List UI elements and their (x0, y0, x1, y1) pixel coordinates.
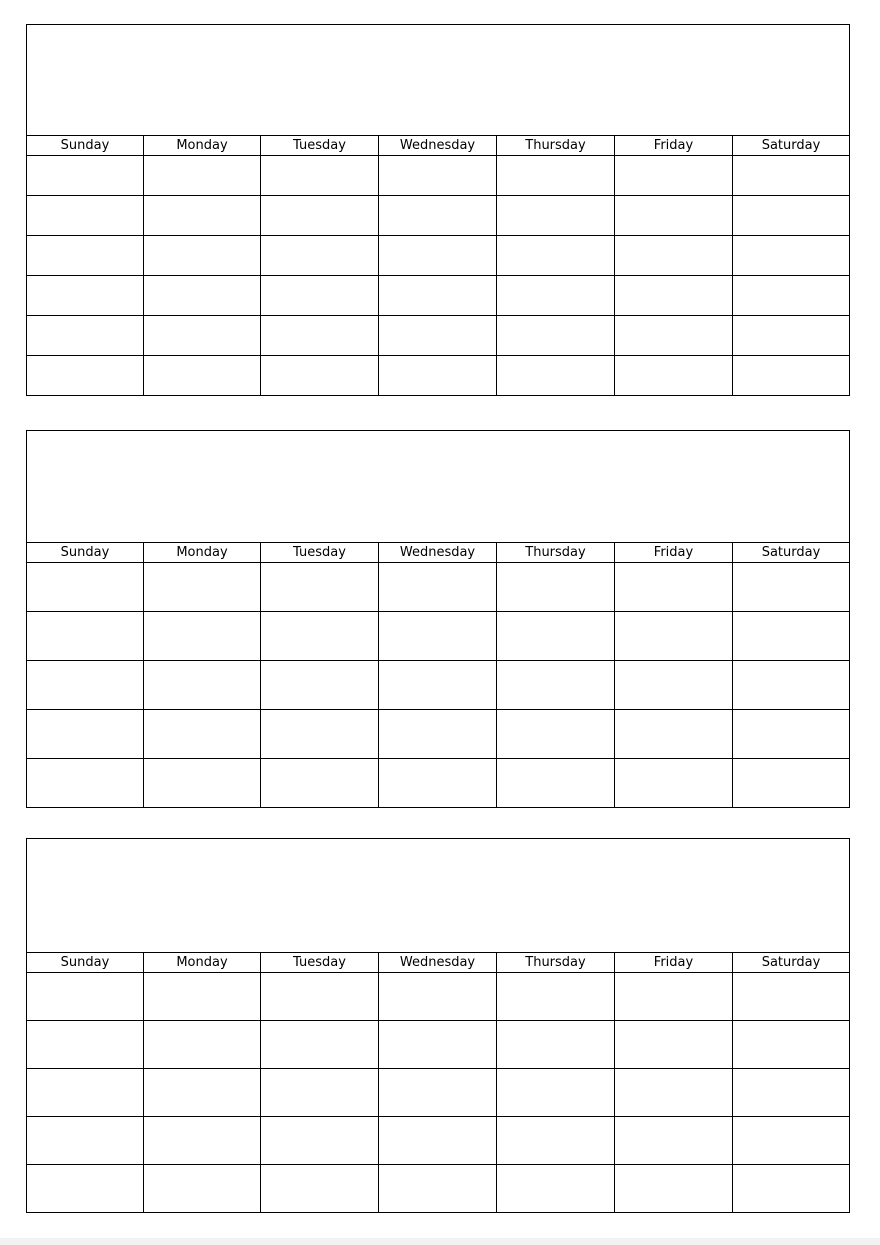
day-cell-friday (615, 661, 733, 709)
day-header-monday: Monday (144, 953, 261, 972)
day-header-tuesday: Tuesday (261, 136, 379, 155)
day-cell-saturday (733, 1021, 849, 1068)
day-cell-thursday (497, 156, 615, 195)
day-cell-thursday (497, 1069, 615, 1116)
day-cell-thursday (497, 612, 615, 660)
day-header-monday: Monday (144, 543, 261, 562)
day-cell-sunday (27, 973, 144, 1020)
day-cell-saturday (733, 759, 849, 807)
day-cell-monday (144, 316, 261, 355)
week-row (27, 356, 849, 395)
day-cell-monday (144, 1069, 261, 1116)
day-cell-monday (144, 612, 261, 660)
day-header-tuesday: Tuesday (261, 543, 379, 562)
week-row (27, 1165, 849, 1212)
day-header-friday: Friday (615, 543, 733, 562)
day-cell-wednesday (379, 236, 497, 275)
day-cell-tuesday (261, 1165, 379, 1212)
day-cell-tuesday (261, 316, 379, 355)
day-cell-wednesday (379, 973, 497, 1020)
day-cell-wednesday (379, 1165, 497, 1212)
day-cell-tuesday (261, 612, 379, 660)
day-cell-sunday (27, 710, 144, 758)
day-cell-monday (144, 276, 261, 315)
week-row (27, 1069, 849, 1117)
day-cell-monday (144, 1165, 261, 1212)
day-cell-sunday (27, 236, 144, 275)
day-header-row (27, 543, 849, 563)
day-header-saturday: Saturday (761, 138, 821, 153)
day-cell-sunday (27, 1117, 144, 1164)
day-cell-thursday (497, 316, 615, 355)
day-cell-wednesday (379, 563, 497, 611)
day-cell-friday (615, 236, 733, 275)
day-cell-thursday (497, 1165, 615, 1212)
day-cell-sunday (27, 356, 144, 395)
day-cell-tuesday (261, 1117, 379, 1164)
day-cell-monday (144, 710, 261, 758)
day-cell-wednesday (379, 661, 497, 709)
day-cell-monday (144, 1021, 261, 1068)
day-cell-thursday (497, 563, 615, 611)
day-cell-tuesday (261, 563, 379, 611)
calendar-1 (26, 24, 850, 396)
day-cell-wednesday (379, 1069, 497, 1116)
day-cell-friday (615, 156, 733, 195)
day-cell-wednesday (379, 710, 497, 758)
day-cell-thursday (497, 973, 615, 1020)
day-header-saturday: Saturday (761, 545, 821, 560)
week-row (27, 156, 849, 196)
day-cell-friday (615, 563, 733, 611)
day-cell-sunday (27, 1021, 144, 1068)
day-cell-friday (615, 1117, 733, 1164)
calendar-title-area (27, 431, 849, 543)
day-cell-tuesday (261, 973, 379, 1020)
day-cell-saturday (733, 973, 849, 1020)
day-header-wednesday: Wednesday (379, 543, 497, 562)
calendar-2 (26, 430, 850, 808)
week-row (27, 276, 849, 316)
day-cell-saturday (733, 612, 849, 660)
day-cell-monday (144, 1117, 261, 1164)
week-rows (27, 156, 849, 395)
week-row (27, 710, 849, 759)
day-cell-friday (615, 710, 733, 758)
day-cell-sunday (27, 1165, 144, 1212)
day-cell-sunday (27, 316, 144, 355)
page-bottom-band (0, 1238, 880, 1245)
week-rows (27, 563, 849, 807)
day-header-monday: Monday (144, 136, 261, 155)
day-cell-saturday (733, 1117, 849, 1164)
day-cell-friday (615, 356, 733, 395)
day-cell-saturday (733, 316, 849, 355)
day-cell-monday (144, 356, 261, 395)
day-cell-saturday (733, 356, 849, 395)
day-cell-thursday (497, 196, 615, 235)
day-header-tuesday: Tuesday (261, 953, 379, 972)
day-cell-thursday (497, 1117, 615, 1164)
day-cell-friday (615, 1069, 733, 1116)
week-rows (27, 973, 849, 1212)
day-cell-tuesday (261, 759, 379, 807)
week-row (27, 1117, 849, 1165)
day-header-sunday: Sunday (27, 136, 144, 155)
day-cell-friday (615, 759, 733, 807)
day-cell-thursday (497, 236, 615, 275)
day-cell-wednesday (379, 316, 497, 355)
day-cell-sunday (27, 196, 144, 235)
day-cell-saturday (733, 156, 849, 195)
day-cell-thursday (497, 661, 615, 709)
day-cell-friday (615, 612, 733, 660)
day-cell-thursday (497, 759, 615, 807)
day-cell-tuesday (261, 1069, 379, 1116)
day-cell-sunday (27, 612, 144, 660)
day-cell-monday (144, 661, 261, 709)
day-cell-saturday (733, 196, 849, 235)
day-cell-monday (144, 563, 261, 611)
day-cell-sunday (27, 276, 144, 315)
day-header-wednesday: Wednesday (379, 953, 497, 972)
calendar-title-area (27, 25, 849, 136)
day-cell-friday (615, 1165, 733, 1212)
week-row (27, 236, 849, 276)
day-cell-saturday (733, 1165, 849, 1212)
day-header-wednesday: Wednesday (379, 136, 497, 155)
day-cell-wednesday (379, 276, 497, 315)
day-cell-saturday (733, 661, 849, 709)
day-cell-sunday (27, 156, 144, 195)
day-cell-tuesday (261, 661, 379, 709)
day-cell-tuesday (261, 1021, 379, 1068)
day-cell-friday (615, 973, 733, 1020)
day-cell-thursday (497, 356, 615, 395)
day-cell-monday (144, 236, 261, 275)
day-cell-friday (615, 196, 733, 235)
day-header-friday: Friday (615, 136, 733, 155)
calendar-title-area (27, 839, 849, 953)
day-cell-wednesday (379, 759, 497, 807)
week-row (27, 196, 849, 236)
day-cell-saturday (733, 1069, 849, 1116)
day-header-row (27, 136, 849, 156)
day-cell-wednesday (379, 612, 497, 660)
day-header-thursday: Thursday (497, 136, 615, 155)
day-cell-wednesday (379, 356, 497, 395)
day-cell-sunday (27, 1069, 144, 1116)
day-cell-sunday (27, 563, 144, 611)
day-cell-monday (144, 759, 261, 807)
week-row (27, 316, 849, 356)
day-cell-wednesday (379, 156, 497, 195)
day-cell-tuesday (261, 276, 379, 315)
day-cell-thursday (497, 1021, 615, 1068)
week-row (27, 612, 849, 661)
day-cell-tuesday (261, 196, 379, 235)
day-cell-tuesday (261, 356, 379, 395)
day-cell-monday (144, 196, 261, 235)
day-cell-monday (144, 156, 261, 195)
day-cell-thursday (497, 710, 615, 758)
day-header-thursday: Thursday (497, 543, 615, 562)
day-cell-tuesday (261, 710, 379, 758)
day-header-thursday: Thursday (497, 953, 615, 972)
day-cell-sunday (27, 759, 144, 807)
day-header-sunday: Sunday (27, 953, 144, 972)
day-cell-tuesday (261, 236, 379, 275)
day-cell-saturday (733, 710, 849, 758)
day-header-saturday: Saturday (761, 955, 821, 970)
day-cell-saturday (733, 563, 849, 611)
day-cell-wednesday (379, 1021, 497, 1068)
day-cell-saturday (733, 276, 849, 315)
week-row (27, 563, 849, 612)
day-cell-friday (615, 276, 733, 315)
day-cell-friday (615, 1021, 733, 1068)
day-cell-wednesday (379, 196, 497, 235)
week-row (27, 973, 849, 1021)
week-row (27, 1021, 849, 1069)
day-cell-friday (615, 316, 733, 355)
day-cell-monday (144, 973, 261, 1020)
day-header-sunday: Sunday (27, 543, 144, 562)
day-cell-sunday (27, 661, 144, 709)
day-cell-wednesday (379, 1117, 497, 1164)
day-cell-tuesday (261, 156, 379, 195)
week-row (27, 661, 849, 710)
day-header-row (27, 953, 849, 973)
day-header-friday: Friday (615, 953, 733, 972)
week-row (27, 759, 849, 807)
calendar-3 (26, 838, 850, 1213)
day-cell-saturday (733, 236, 849, 275)
day-cell-thursday (497, 276, 615, 315)
